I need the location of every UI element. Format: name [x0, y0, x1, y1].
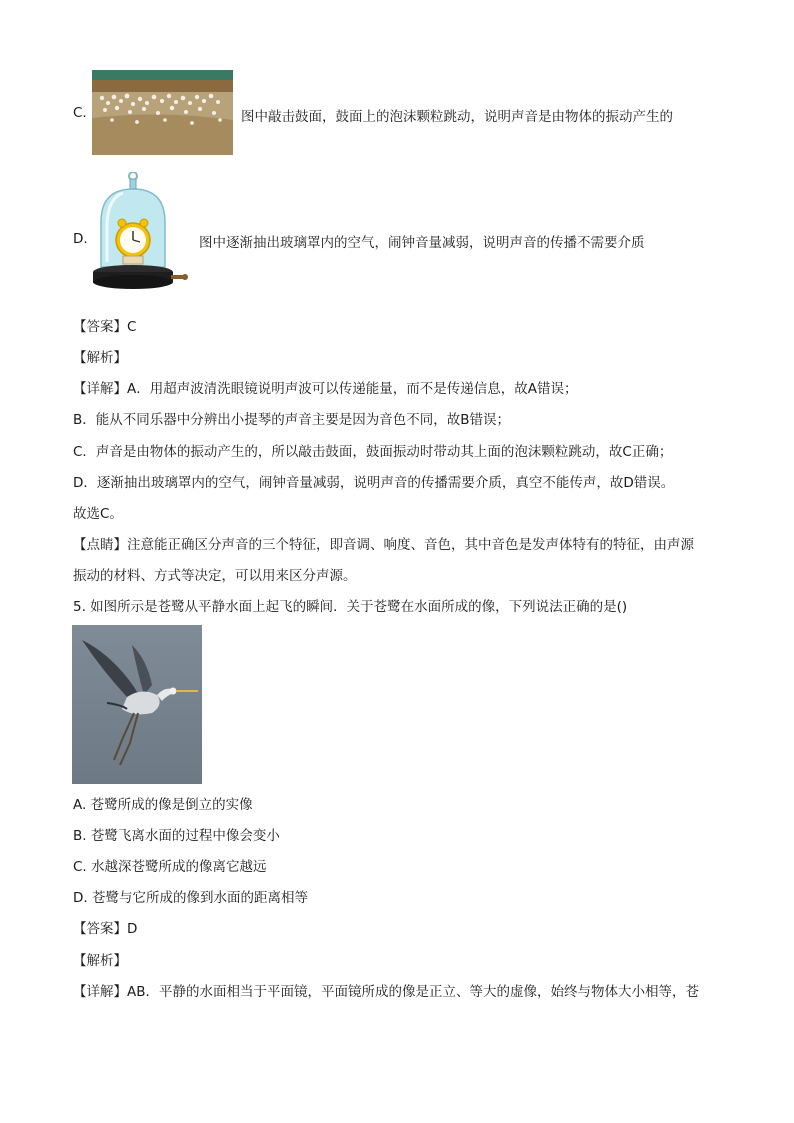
q5-option-c: C. 水越深苍鹭所成的像离它越远	[73, 859, 267, 875]
answer-q4: 【答案】C	[73, 319, 137, 335]
tip-line-1: 【点睛】注意能正确区分声音的三个特征，即音调、响度、音色，其中音色是发声体特有的特征，由声源	[73, 537, 694, 553]
q5-option-a: A. 苍鹭所成的像是倒立的实像	[73, 797, 253, 813]
analysis-q4-line-4: D．逐渐抽出玻璃罩内的空气，闹钟音量减弱，说明声音的传播需要介质，真空不能传声，故D错误。	[73, 475, 675, 491]
option-d-letter: D.	[73, 231, 88, 247]
analysis-q4-line-1: 【详解】A．用超声波清洗眼镜说明声波可以传递能量，而不是传递信息，故A错误；	[73, 381, 578, 397]
analysis-q4-conclusion: 故选C。	[73, 506, 123, 522]
bell-jar-clock-image	[93, 172, 191, 298]
option-d-caption: 图中逐渐抽出玻璃罩内的空气，闹钟音量减弱，说明声音的传播不需要介质	[199, 235, 645, 251]
answer-q5: 【答案】D	[73, 921, 138, 937]
q5-option-b: B. 苍鹭飞离水面的过程中像会变小	[73, 828, 280, 844]
analysis-q4-line-2: B．能从不同乐器中分辨出小提琴的声音主要是因为音色不同，故B错误；	[73, 412, 511, 428]
drum-foam-image	[92, 70, 233, 155]
heron-image	[72, 625, 202, 784]
q5-option-d: D. 苍鹭与它所成的像到水面的距离相等	[73, 890, 308, 906]
analysis-q4-title: 【解析】	[73, 350, 127, 366]
analysis-q5-title: 【解析】	[73, 953, 127, 969]
tip-line-2: 振动的材料、方式等决定，可以用来区分声源。	[73, 568, 357, 584]
option-c-letter: C.	[73, 105, 87, 121]
analysis-q5-line-1: 【详解】AB．平静的水面相当于平面镜，平面镜所成的像是正立、等大的虚像，始终与物体大小相等，苍	[73, 984, 699, 1000]
question-5-stem: 5. 如图所示是苍鹭从平静水面上起飞的瞬间．关于苍鹭在水面所成的像，下列说法正确的是()	[73, 599, 628, 615]
option-c-caption: 图中敲击鼓面，鼓面上的泡沫颗粒跳动，说明声音是由物体的振动产生的	[241, 109, 673, 125]
analysis-q4-line-3: C．声音是由物体的振动产生的，所以敲击鼓面，鼓面振动时带动其上面的泡沫颗粒跳动，故C正确；	[73, 444, 673, 460]
